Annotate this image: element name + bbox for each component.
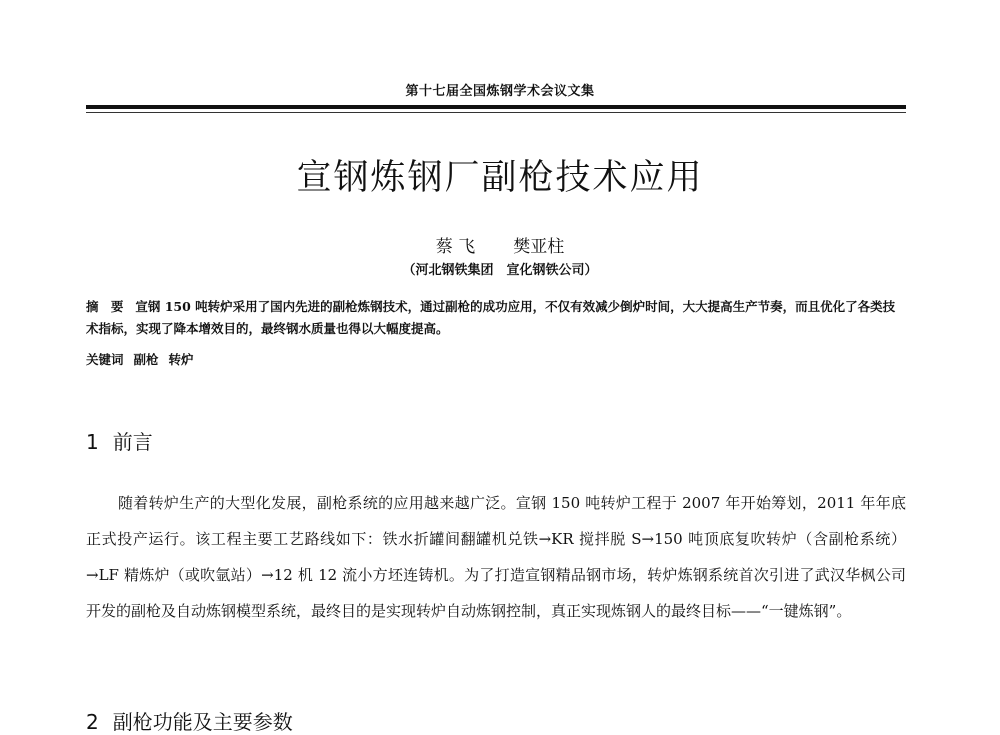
author-name: 樊亚柱 [513,237,565,257]
author-list [0,232,1000,257]
abstract-label: 摘 要 [86,299,128,314]
section-title: 副枪功能及主要参数 [112,710,293,734]
keyword: 转炉 [168,352,194,367]
section-title: 前言 [112,430,153,454]
section-heading [86,426,153,455]
running-header: 第十七届全国炼钢学术会议文集 [405,84,595,99]
section-number: 1 [86,430,99,454]
header-rule-thin [86,112,906,113]
author-name: 蔡 飞 [435,237,476,257]
header-rule-thick [86,105,906,109]
keyword: 副枪 [133,352,159,367]
abstract-text: 宣钢 150 吨转炉采用了国内先进的副枪炼钢技术，通过副枪的成功应用，不仅有效减少倒炉时间，大大提高生产节奏，而且优化了各类技术指标，实现了降本增效目的，最终钢水质量也得以大幅度提高。 [86,299,896,336]
keywords-label: 关键词 [86,352,124,367]
affiliation: （河北钢铁集团 宣化钢铁公司） [402,263,598,278]
section-heading [86,706,293,735]
abstract [86,296,906,340]
section-number: 2 [86,710,99,734]
section-body: 随着转炉生产的大型化发展，副枪系统的应用越来越广泛。宣钢 150 吨转炉工程于 2007 年开始筹划，2011 年年底正式投产运行。该工程主要工艺路线如下：铁水折罐间翻罐机兑铁→KR 搅拌脱 S→150 吨顶底复吹转炉（含副枪系统）→LF 精炼炉（或吹氩站）→12 机 12 流小方坯连铸机。为了打造宣钢精品钢市场，转炉炼钢系统首次引进了武汉华枫公司开发的副枪及自动炼钢模型系统，最终目的是实现转炉自动炼钢控制，真正实现炼钢人的最终目标——“一键炼钢”。 [86,494,906,620]
keywords [86,350,906,368]
paper-title: 宣钢炼钢厂副枪技术应用 [296,158,704,198]
